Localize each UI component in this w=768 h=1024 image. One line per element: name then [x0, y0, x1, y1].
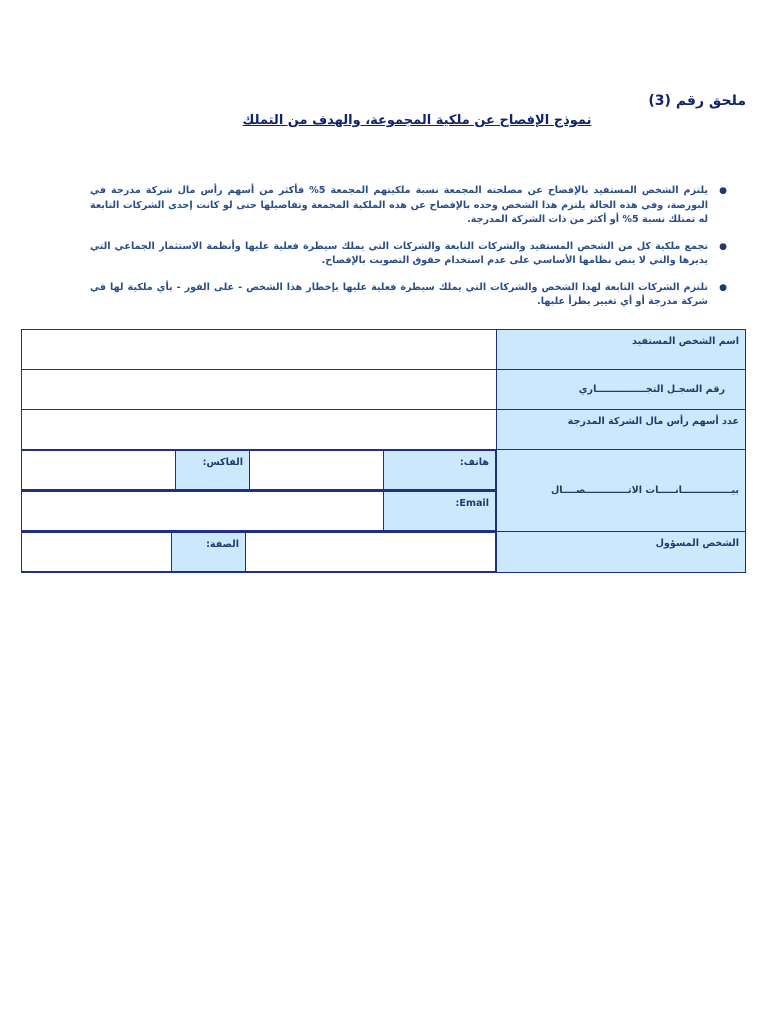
- email-row: [21, 491, 497, 531]
- responsible-row-cell: [22, 532, 497, 573]
- bullet-icon: ●: [719, 186, 727, 196]
- disclosure-form-table: [21, 329, 746, 573]
- form-row: [22, 410, 746, 450]
- responsible-row: [21, 532, 497, 572]
- listed-shares-field[interactable]: [22, 410, 497, 450]
- responsible-person-label: الشخص المسؤول: [497, 532, 746, 573]
- contact-data-label: بيـــــــــــــــانـــــات الاتـــــــــــــصــــال: [497, 450, 746, 532]
- beneficiary-name-field[interactable]: [22, 330, 497, 370]
- phone-field[interactable]: [250, 451, 384, 490]
- instruction-item: [90, 184, 748, 228]
- position-field[interactable]: [21, 533, 172, 572]
- fax-field[interactable]: [21, 451, 176, 490]
- form-title-text: نموذج الإفصاح عن ملكية المجموعة، والهدف من التملك: [242, 113, 592, 128]
- bullet-icon: ●: [719, 241, 727, 252]
- phone-fax-row: [21, 450, 497, 490]
- instruction-text: تلتزم الشركات التابعة لهذا الشخص والشركات التي يملك سيطرة فعلية عليها بإخطار هذا الشخص - على الفور - بأي ملكية لها في شركة مدرجة أو أي تغيير يطرأ عليها.: [90, 281, 708, 307]
- commercial-register-field[interactable]: [22, 370, 497, 410]
- instructions-list: [90, 184, 748, 322]
- instruction-item: [90, 240, 748, 269]
- email-label: Email:: [384, 492, 496, 531]
- instruction-text: تجمع ملكية كل من الشخص المستفيد والشركات التابعة والشركات التي يملك سيطرة فعلية عليها وأنظمة الاستثمار الجماعي التي يديرها والتي لا ينص نظامها الأساسي على عدم استخدام حقوق التصويت بالإفصاح.: [90, 240, 708, 266]
- responsible-person-field[interactable]: [246, 533, 496, 572]
- form-row: [22, 370, 746, 410]
- form-row: [22, 532, 746, 573]
- phone-label: هاتف:: [384, 451, 496, 490]
- form-row: [22, 450, 746, 491]
- fax-label: الفاكس:: [176, 451, 250, 490]
- position-label: الصفة:: [172, 533, 246, 572]
- email-row-cell: [22, 491, 497, 532]
- listed-shares-label: عدد أسهم رأس مال الشركة المدرجة: [497, 410, 746, 450]
- beneficiary-name-label: اسم الشخص المستفيد: [497, 330, 746, 370]
- contact-row-cell: [22, 450, 497, 491]
- instruction-item: [90, 281, 748, 310]
- email-field[interactable]: [21, 492, 384, 531]
- annex-label: ملحق رقم (3): [648, 93, 746, 109]
- form-title: [0, 113, 768, 128]
- commercial-register-label: رقم السجـل التجـــــــــــــــاري: [497, 370, 746, 410]
- bullet-icon: ●: [719, 282, 727, 293]
- instruction-text: يلتزم الشخص المستفيد بالإفصاح عن مصلحته المجمعة نسبة ملكيتهم المجمعة 5% فأكثر من أسهم رأس مال شركة مدرجة في البورصة، وفي هذه الحالة يلتزم هذا الشخص وحده بالإفصاح عن هذه الملكية المجمعة وتفاصيلها حتى لو كانت إحدى الشركات التابعة له تمتلك نسبة 5% أو أكثر من ذات الشركة المدرجة.: [90, 185, 708, 225]
- form-row: [22, 330, 746, 370]
